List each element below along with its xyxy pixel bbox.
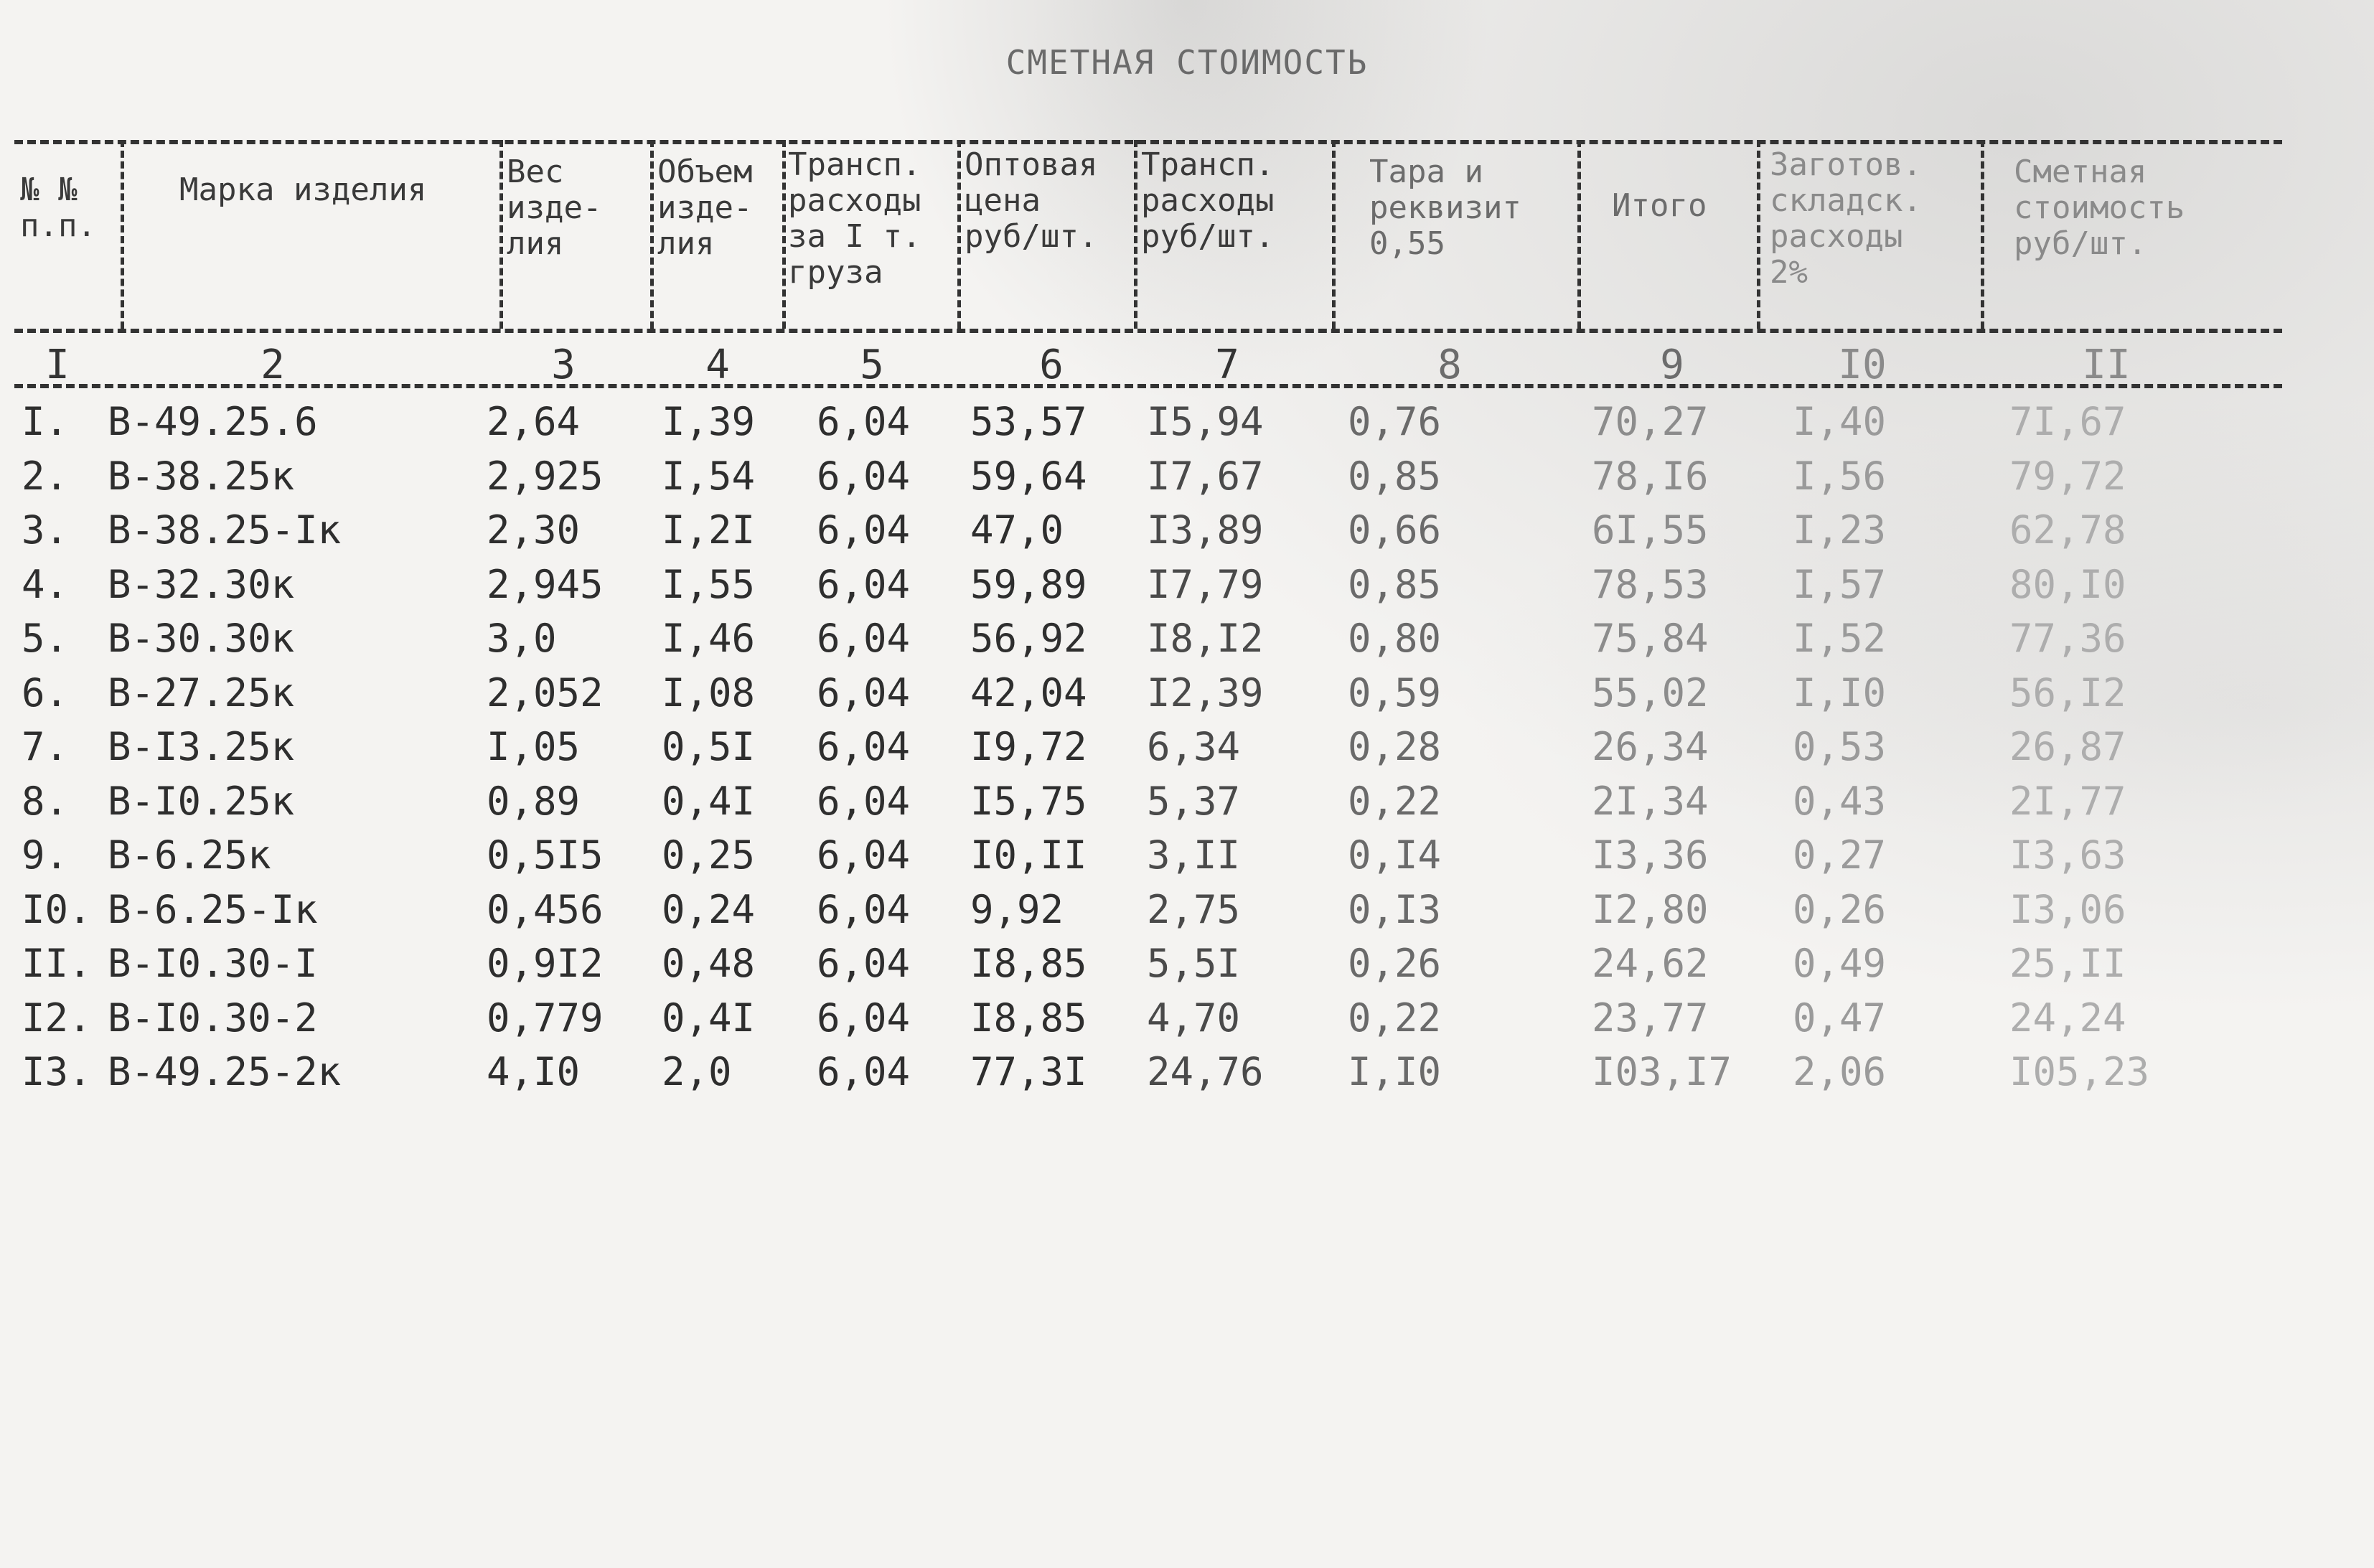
cell-transport-per-ton: 6,04 bbox=[817, 995, 911, 1041]
cell-estimated-cost: 26,87 bbox=[2009, 724, 2126, 769]
cell-weight: 0,5I5 bbox=[487, 832, 604, 878]
cell-storage-costs: 0,27 bbox=[1793, 832, 1887, 878]
cell-packaging: 0,85 bbox=[1348, 561, 1442, 607]
cell-transport-per-ton: 6,04 bbox=[817, 778, 911, 824]
cell-weight: 2,925 bbox=[487, 453, 604, 499]
cell-wholesale-price: I9,72 bbox=[970, 724, 1087, 769]
header-product-mark: Марка изделия bbox=[179, 172, 427, 208]
column-separator bbox=[782, 140, 786, 329]
header-wholesale-price: Оптовая цена руб/шт. bbox=[965, 146, 1098, 255]
cell-total: 78,53 bbox=[1592, 561, 1709, 607]
table-row bbox=[0, 830, 2374, 881]
cell-volume: I,08 bbox=[662, 670, 756, 715]
cell-weight: 0,779 bbox=[487, 995, 604, 1041]
table-top-rule bbox=[14, 140, 2282, 144]
cell-total: I2,80 bbox=[1592, 886, 1709, 932]
cell-total: I03,I7 bbox=[1592, 1049, 1732, 1094]
cell-product-mark: В-I3.25к bbox=[108, 724, 295, 769]
cell-transport-per-piece: I8,I2 bbox=[1147, 616, 1264, 661]
cell-product-mark: В-38.25к bbox=[108, 453, 295, 499]
cell-wholesale-price: 59,64 bbox=[970, 453, 1087, 499]
table-header-rule bbox=[14, 329, 2282, 333]
cell-weight: 3,0 bbox=[487, 616, 557, 661]
cell-weight: I,05 bbox=[487, 724, 581, 769]
cell-transport-per-piece: I5,94 bbox=[1147, 399, 1264, 444]
cell-storage-costs: I,40 bbox=[1793, 399, 1887, 444]
cell-estimated-cost: 24,24 bbox=[2009, 995, 2126, 1041]
cell-weight: 2,945 bbox=[487, 561, 604, 607]
cell-transport-per-piece: 5,5I bbox=[1147, 941, 1241, 986]
cell-weight: 0,9I2 bbox=[487, 941, 604, 986]
cell-estimated-cost: 25,II bbox=[2009, 941, 2126, 986]
cell-volume: 2,0 bbox=[662, 1049, 732, 1094]
cell-total: 75,84 bbox=[1592, 616, 1709, 661]
cell-row-number: I0. bbox=[22, 886, 92, 932]
column-separator bbox=[1577, 140, 1581, 329]
table-row bbox=[0, 776, 2374, 827]
cell-volume: 0,48 bbox=[662, 941, 756, 986]
table-row bbox=[0, 614, 2374, 664]
cell-transport-per-ton: 6,04 bbox=[817, 832, 911, 878]
cell-transport-per-piece: 6,34 bbox=[1147, 724, 1241, 769]
cell-transport-per-piece: I7,67 bbox=[1147, 453, 1264, 499]
cell-row-number: 7. bbox=[22, 724, 69, 769]
cell-estimated-cost: 80,I0 bbox=[2009, 561, 2126, 607]
cell-total: 23,77 bbox=[1592, 995, 1709, 1041]
cell-volume: I,54 bbox=[662, 453, 756, 499]
cell-volume: 0,4I bbox=[662, 778, 756, 824]
column-separator bbox=[499, 140, 503, 329]
cell-wholesale-price: I5,75 bbox=[970, 778, 1087, 824]
cell-volume: I,39 bbox=[662, 399, 756, 444]
cell-transport-per-ton: 6,04 bbox=[817, 507, 911, 553]
cell-wholesale-price: 42,04 bbox=[970, 670, 1087, 715]
cell-product-mark: В-I0.30-2 bbox=[108, 995, 318, 1041]
cell-transport-per-piece: 2,75 bbox=[1147, 886, 1241, 932]
cell-total: 24,62 bbox=[1592, 941, 1709, 986]
cell-transport-per-piece: I2,39 bbox=[1147, 670, 1264, 715]
table-row bbox=[0, 722, 2374, 772]
cell-row-number: II. bbox=[22, 941, 92, 986]
cell-storage-costs: I,52 bbox=[1793, 616, 1887, 661]
header-estimated-cost: Сметная стоимость руб/шт. bbox=[2014, 154, 2185, 262]
cell-weight: 2,30 bbox=[487, 507, 581, 553]
table-row bbox=[0, 451, 2374, 502]
cell-wholesale-price: 77,3I bbox=[970, 1049, 1087, 1094]
table-row bbox=[0, 668, 2374, 718]
cell-transport-per-ton: 6,04 bbox=[817, 886, 911, 932]
cell-row-number: I3. bbox=[22, 1049, 92, 1094]
cell-total: 70,27 bbox=[1592, 399, 1709, 444]
cell-storage-costs: 0,49 bbox=[1793, 941, 1887, 986]
table-row bbox=[0, 1047, 2374, 1097]
cell-transport-per-piece: I3,89 bbox=[1147, 507, 1264, 553]
cell-row-number: 4. bbox=[22, 561, 69, 607]
cell-product-mark: В-49.25.6 bbox=[108, 399, 318, 444]
column-number: I0 bbox=[1838, 342, 1887, 388]
cell-storage-costs: 0,53 bbox=[1793, 724, 1887, 769]
cell-product-mark: В-27.25к bbox=[108, 670, 295, 715]
table-row bbox=[0, 560, 2374, 610]
cell-packaging: 0,I3 bbox=[1348, 886, 1442, 932]
cell-estimated-cost: 62,78 bbox=[2009, 507, 2126, 553]
cell-storage-costs: I,57 bbox=[1793, 561, 1887, 607]
cell-estimated-cost: 56,I2 bbox=[2009, 670, 2126, 715]
cell-volume: 0,5I bbox=[662, 724, 756, 769]
cell-volume: I,55 bbox=[662, 561, 756, 607]
cell-packaging: 0,85 bbox=[1348, 453, 1442, 499]
header-volume: Объем изде- лия bbox=[657, 154, 753, 262]
column-number: 9 bbox=[1660, 342, 1684, 388]
column-separator bbox=[1757, 140, 1760, 329]
cell-row-number: 3. bbox=[22, 507, 69, 553]
cell-packaging: 0,I4 bbox=[1348, 832, 1442, 878]
cell-packaging: I,I0 bbox=[1348, 1049, 1442, 1094]
cell-packaging: 0,22 bbox=[1348, 778, 1442, 824]
column-separator bbox=[1134, 140, 1137, 329]
cell-transport-per-ton: 6,04 bbox=[817, 1049, 911, 1094]
cell-transport-per-piece: I7,79 bbox=[1147, 561, 1264, 607]
cell-total: 2I,34 bbox=[1592, 778, 1709, 824]
column-number: 3 bbox=[551, 342, 576, 388]
header-storage-costs: Заготов. складск. расходы 2% bbox=[1770, 146, 1922, 291]
cell-product-mark: В-6.25-Iк bbox=[108, 886, 318, 932]
cell-transport-per-ton: 6,04 bbox=[817, 941, 911, 986]
cell-wholesale-price: 9,92 bbox=[970, 886, 1064, 932]
column-number: 4 bbox=[705, 342, 730, 388]
cell-packaging: 0,26 bbox=[1348, 941, 1442, 986]
cell-transport-per-piece: 3,II bbox=[1147, 832, 1241, 878]
header-row-number: № № п.п. bbox=[20, 172, 96, 244]
table-number-rule bbox=[14, 384, 2282, 388]
cell-total: 55,02 bbox=[1592, 670, 1709, 715]
header-transport-per-ton: Трансп. расходы за I т. груза bbox=[788, 146, 921, 291]
cell-product-mark: В-6.25к bbox=[108, 832, 271, 878]
table-row bbox=[0, 939, 2374, 989]
cell-wholesale-price: I0,II bbox=[970, 832, 1087, 878]
cell-storage-costs: I,23 bbox=[1793, 507, 1887, 553]
cell-volume: 0,24 bbox=[662, 886, 756, 932]
cell-volume: I,46 bbox=[662, 616, 756, 661]
cell-transport-per-ton: 6,04 bbox=[817, 724, 911, 769]
cell-estimated-cost: 77,36 bbox=[2009, 616, 2126, 661]
cell-row-number: I2. bbox=[22, 995, 92, 1041]
column-separator bbox=[650, 140, 654, 329]
cell-transport-per-ton: 6,04 bbox=[817, 561, 911, 607]
header-packaging: Тара и реквизит 0,55 bbox=[1369, 154, 1521, 262]
cell-wholesale-price: I8,85 bbox=[970, 941, 1087, 986]
cell-packaging: 0,76 bbox=[1348, 399, 1442, 444]
cell-product-mark: В-38.25-Iк bbox=[108, 507, 342, 553]
cell-wholesale-price: 47,0 bbox=[970, 507, 1064, 553]
cell-weight: 0,456 bbox=[487, 886, 604, 932]
cell-estimated-cost: 7I,67 bbox=[2009, 399, 2126, 444]
cell-weight: 2,052 bbox=[487, 670, 604, 715]
cell-storage-costs: I,I0 bbox=[1793, 670, 1887, 715]
cell-volume: 0,4I bbox=[662, 995, 756, 1041]
cell-row-number: 6. bbox=[22, 670, 69, 715]
cell-weight: 2,64 bbox=[487, 399, 581, 444]
column-separator bbox=[957, 140, 961, 329]
cell-transport-per-piece: 4,70 bbox=[1147, 995, 1241, 1041]
cell-packaging: 0,59 bbox=[1348, 670, 1442, 715]
cell-wholesale-price: 53,57 bbox=[970, 399, 1087, 444]
cell-estimated-cost: I3,63 bbox=[2009, 832, 2126, 878]
cell-wholesale-price: 56,92 bbox=[970, 616, 1087, 661]
cell-product-mark: В-49.25-2к bbox=[108, 1049, 342, 1094]
cell-storage-costs: 0,43 bbox=[1793, 778, 1887, 824]
column-separator bbox=[1332, 140, 1336, 329]
cell-packaging: 0,66 bbox=[1348, 507, 1442, 553]
cell-row-number: I. bbox=[22, 399, 69, 444]
table-row bbox=[0, 885, 2374, 935]
cell-volume: 0,25 bbox=[662, 832, 756, 878]
cell-weight: 0,89 bbox=[487, 778, 581, 824]
cell-total: 26,34 bbox=[1592, 724, 1709, 769]
cell-storage-costs: 2,06 bbox=[1793, 1049, 1887, 1094]
cell-estimated-cost: 2I,77 bbox=[2009, 778, 2126, 824]
cell-transport-per-piece: 5,37 bbox=[1147, 778, 1241, 824]
cell-row-number: 5. bbox=[22, 616, 69, 661]
cell-product-mark: В-I0.25к bbox=[108, 778, 295, 824]
cell-storage-costs: I,56 bbox=[1793, 453, 1887, 499]
cell-row-number: 8. bbox=[22, 778, 69, 824]
cell-packaging: 0,80 bbox=[1348, 616, 1442, 661]
column-number: 7 bbox=[1215, 342, 1239, 388]
cell-packaging: 0,22 bbox=[1348, 995, 1442, 1041]
table-row bbox=[0, 397, 2374, 447]
document-title: СМЕТНАЯ СТОИМОСТЬ bbox=[1005, 43, 1369, 82]
table-row bbox=[0, 505, 2374, 555]
cell-storage-costs: 0,26 bbox=[1793, 886, 1887, 932]
cell-total: 78,I6 bbox=[1592, 453, 1709, 499]
cell-transport-per-piece: 24,76 bbox=[1147, 1049, 1264, 1094]
column-number: I bbox=[45, 342, 70, 388]
cell-weight: 4,I0 bbox=[487, 1049, 581, 1094]
cell-row-number: 9. bbox=[22, 832, 69, 878]
cell-total: I3,36 bbox=[1592, 832, 1709, 878]
cell-product-mark: В-32.30к bbox=[108, 561, 295, 607]
cell-volume: I,2I bbox=[662, 507, 756, 553]
column-separator bbox=[121, 140, 124, 329]
column-number: 8 bbox=[1437, 342, 1462, 388]
cell-storage-costs: 0,47 bbox=[1793, 995, 1887, 1041]
table-row bbox=[0, 993, 2374, 1043]
cell-wholesale-price: I8,85 bbox=[970, 995, 1087, 1041]
cell-product-mark: В-30.30к bbox=[108, 616, 295, 661]
cell-transport-per-ton: 6,04 bbox=[817, 453, 911, 499]
header-transport-per-piece: Трансп. расходы руб/шт. bbox=[1141, 146, 1275, 255]
cell-wholesale-price: 59,89 bbox=[970, 561, 1087, 607]
cell-transport-per-ton: 6,04 bbox=[817, 399, 911, 444]
header-total: Итого bbox=[1612, 187, 1707, 224]
cell-row-number: 2. bbox=[22, 453, 69, 499]
column-separator bbox=[1981, 140, 1984, 329]
cell-total: 6I,55 bbox=[1592, 507, 1709, 553]
column-number: 6 bbox=[1039, 342, 1064, 388]
cell-estimated-cost: 79,72 bbox=[2009, 453, 2126, 499]
cell-product-mark: В-I0.30-I bbox=[108, 941, 318, 986]
header-weight: Вес изде- лия bbox=[507, 154, 602, 262]
cell-transport-per-ton: 6,04 bbox=[817, 616, 911, 661]
column-number: II bbox=[2082, 342, 2131, 388]
cell-estimated-cost: I05,23 bbox=[2009, 1049, 2150, 1094]
column-number: 5 bbox=[860, 342, 884, 388]
cell-packaging: 0,28 bbox=[1348, 724, 1442, 769]
cell-estimated-cost: I3,06 bbox=[2009, 886, 2126, 932]
cell-transport-per-ton: 6,04 bbox=[817, 670, 911, 715]
column-number: 2 bbox=[261, 342, 285, 388]
